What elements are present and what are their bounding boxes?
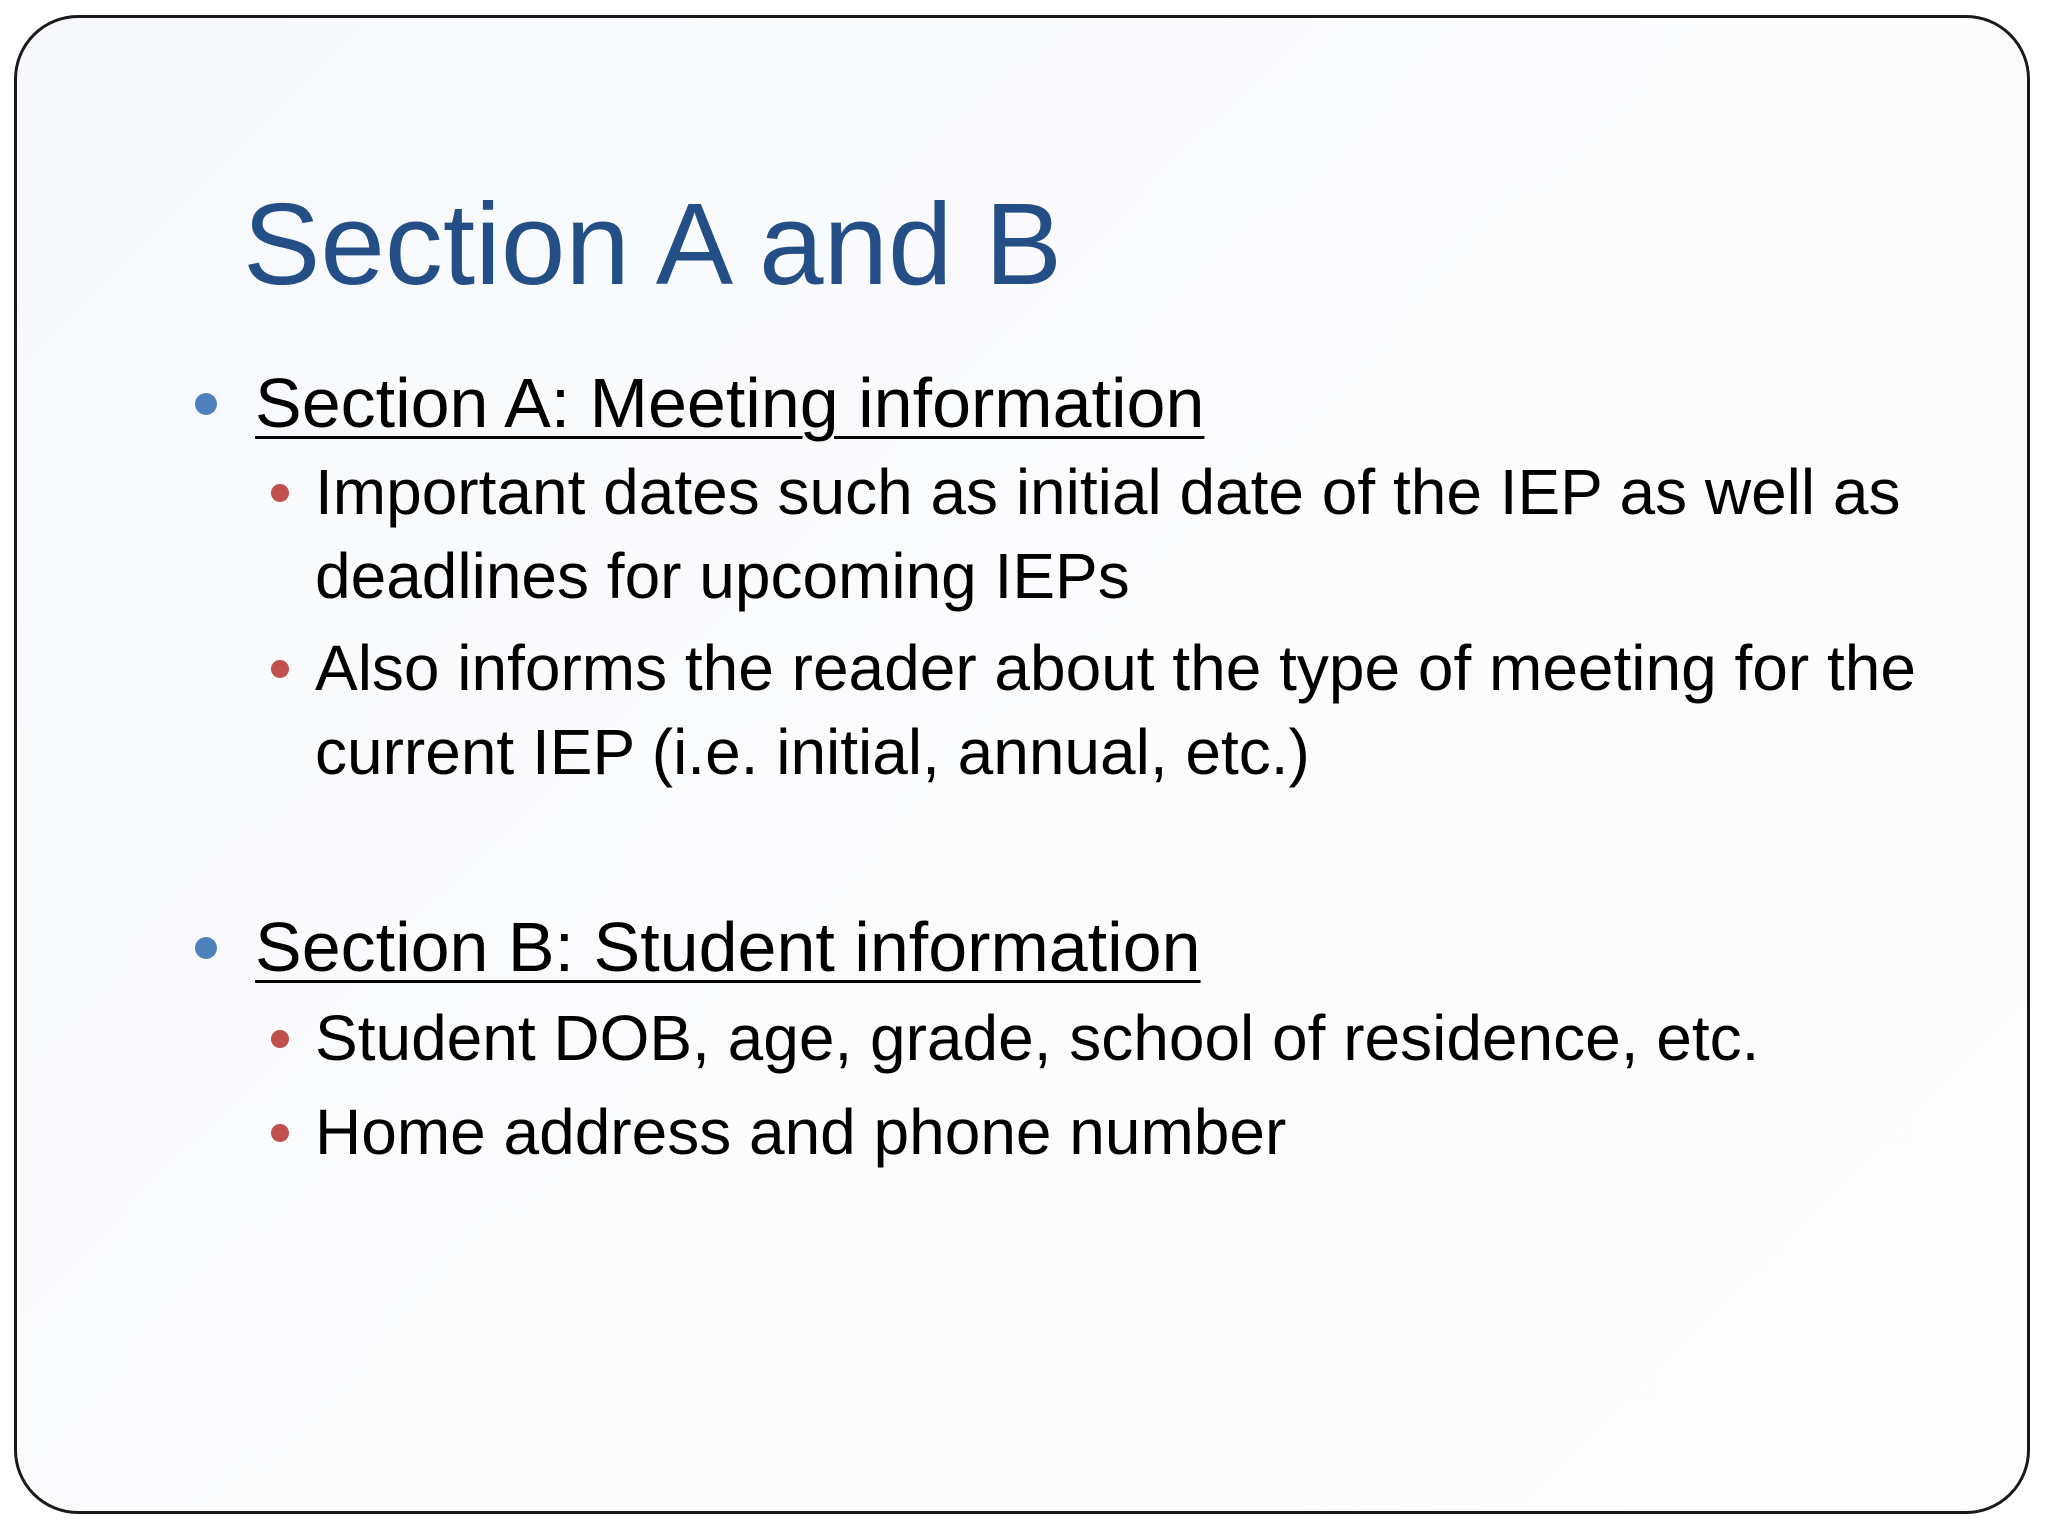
bullet-dot-icon [271,1030,289,1048]
bullet-dot-icon [271,484,289,502]
list-item-text: Also informs the reader about the type of meeting for the current IEP (i.e. initial, annual, etc.) [315,632,1916,788]
slide-title: Section A and B [243,179,1063,309]
bullet-dot-icon [195,937,217,959]
section-b-heading [193,902,1953,992]
list-item [193,626,1953,794]
list-item [193,996,1953,1080]
slide-frame [14,15,2030,1514]
list-item-text: Student DOB, age, grade, school of residence, etc. [315,1002,1760,1074]
section-a-heading-text: Section A: Meeting information [255,364,1205,442]
list-item-text: Home address and phone number [315,1096,1287,1168]
list-item [193,1090,1953,1174]
bullet-dot-icon [271,660,289,678]
bullet-dot-icon [271,1124,289,1142]
section-a-heading [193,358,1953,448]
section-b-items [193,996,1953,1174]
section-b-heading-text: Section B: Student information [255,908,1201,986]
bullet-dot-icon [195,393,217,415]
list-item-text: Important dates such as initial date of the IEP as well as deadlines for upcoming IEPs [315,456,1901,612]
slide-content [193,358,1953,1174]
list-item [193,450,1953,618]
section-a-items [193,450,1953,794]
